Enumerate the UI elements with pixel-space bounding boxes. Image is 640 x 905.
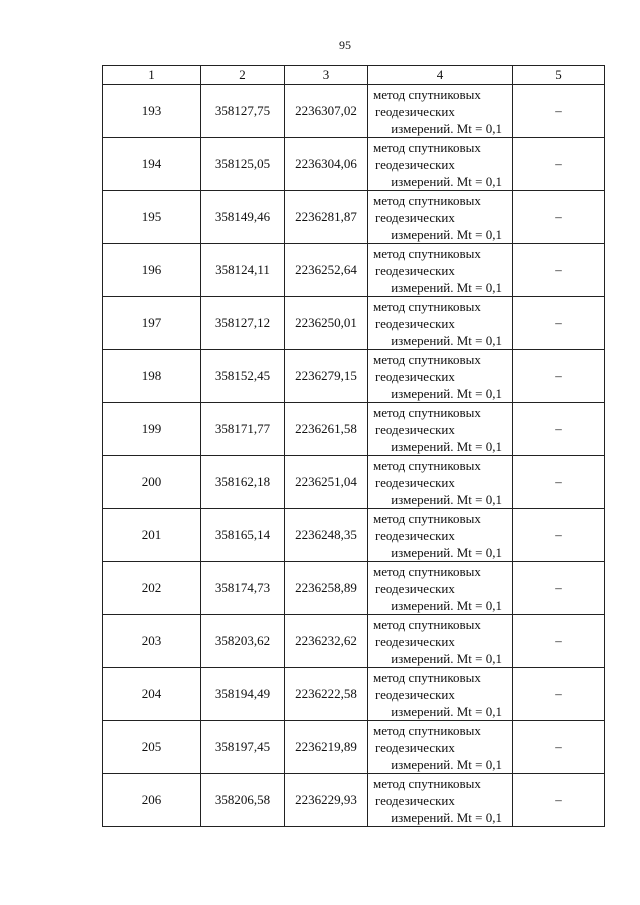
method-cell (368, 509, 513, 562)
method-line-1: метод спутниковых (373, 139, 481, 155)
table-row (103, 350, 605, 403)
x-coordinate-cell: 358124,11 (201, 244, 285, 297)
method-cell (368, 244, 513, 297)
point-number-cell: 203 (103, 615, 201, 668)
point-number-cell: 205 (103, 721, 201, 774)
point-number-cell: 194 (103, 138, 201, 191)
method-line-1: метод спутниковых (373, 775, 481, 791)
method-line-3: измерений. Mt = 0,1 (391, 597, 502, 613)
method-line-3: измерений. Mt = 0,1 (391, 279, 502, 295)
method-cell (368, 403, 513, 456)
y-coordinate-cell: 2236307,02 (285, 85, 368, 138)
y-coordinate-cell: 2236304,06 (285, 138, 368, 191)
method-line-2: геодезических (375, 209, 455, 225)
table-row (103, 244, 605, 297)
value-cell (513, 456, 605, 509)
dash-mark: – (555, 686, 562, 701)
method-cell (368, 668, 513, 721)
dash-mark: – (555, 792, 562, 807)
table-row (103, 668, 605, 721)
value-cell (513, 509, 605, 562)
table-row (103, 297, 605, 350)
table-row (103, 509, 605, 562)
table-row (103, 721, 605, 774)
method-cell (368, 297, 513, 350)
method-line-1: метод спутниковых (373, 351, 481, 367)
method-cell (368, 456, 513, 509)
value-cell (513, 85, 605, 138)
value-cell (513, 403, 605, 456)
method-line-3: измерений. Mt = 0,1 (391, 120, 502, 136)
table-body (103, 85, 605, 827)
method-cell (368, 85, 513, 138)
method-line-2: геодезических (375, 633, 455, 649)
point-number-cell: 204 (103, 668, 201, 721)
header-row (103, 66, 605, 85)
method-line-3: измерений. Mt = 0,1 (391, 809, 502, 825)
point-number-cell: 197 (103, 297, 201, 350)
dash-mark: – (555, 315, 562, 330)
dash-mark: – (555, 368, 562, 383)
dash-mark: – (555, 633, 562, 648)
y-coordinate-cell: 2236258,89 (285, 562, 368, 615)
point-number-cell: 195 (103, 191, 201, 244)
table-row (103, 615, 605, 668)
y-coordinate-cell: 2236248,35 (285, 509, 368, 562)
x-coordinate-cell: 358203,62 (201, 615, 285, 668)
x-coordinate-cell: 358125,05 (201, 138, 285, 191)
x-coordinate-cell: 358206,58 (201, 774, 285, 827)
table-row (103, 774, 605, 827)
y-coordinate-cell: 2236250,01 (285, 297, 368, 350)
method-line-1: метод спутниковых (373, 722, 481, 738)
method-cell (368, 138, 513, 191)
method-line-3: измерений. Mt = 0,1 (391, 650, 502, 666)
method-line-3: измерений. Mt = 0,1 (391, 703, 502, 719)
header-col-1: 1 (103, 66, 201, 85)
point-number-cell: 193 (103, 85, 201, 138)
y-coordinate-cell: 2236281,87 (285, 191, 368, 244)
method-line-3: измерений. Mt = 0,1 (391, 544, 502, 560)
x-coordinate-cell: 358194,49 (201, 668, 285, 721)
y-coordinate-cell: 2236222,58 (285, 668, 368, 721)
method-line-3: измерений. Mt = 0,1 (391, 756, 502, 772)
method-line-2: геодезических (375, 474, 455, 490)
page-number: 95 (339, 38, 351, 52)
value-cell (513, 297, 605, 350)
table-row (103, 403, 605, 456)
header-col-3: 3 (285, 66, 368, 85)
x-coordinate-cell: 358152,45 (201, 350, 285, 403)
method-line-2: геодезических (375, 686, 455, 702)
dash-mark: – (555, 739, 562, 754)
method-line-2: геодезических (375, 368, 455, 384)
method-line-1: метод спутниковых (373, 563, 481, 579)
method-line-1: метод спутниковых (373, 457, 481, 473)
header-col-5: 5 (513, 66, 605, 85)
method-line-2: геодезических (375, 739, 455, 755)
method-cell (368, 562, 513, 615)
dash-mark: – (555, 262, 562, 277)
point-number-cell: 202 (103, 562, 201, 615)
x-coordinate-cell: 358127,12 (201, 297, 285, 350)
method-line-2: геодезических (375, 262, 455, 278)
method-line-2: геодезических (375, 156, 455, 172)
method-line-3: измерений. Mt = 0,1 (391, 332, 502, 348)
point-number-cell: 199 (103, 403, 201, 456)
dash-mark: – (555, 209, 562, 224)
dash-mark: – (555, 474, 562, 489)
y-coordinate-cell: 2236251,04 (285, 456, 368, 509)
point-number-cell: 206 (103, 774, 201, 827)
method-line-1: метод спутниковых (373, 192, 481, 208)
table-row (103, 138, 605, 191)
table-header (103, 66, 605, 85)
dash-mark: – (555, 580, 562, 595)
method-line-3: измерений. Mt = 0,1 (391, 173, 502, 189)
value-cell (513, 244, 605, 297)
table-row (103, 85, 605, 138)
header-col-4: 4 (368, 66, 513, 85)
method-line-1: метод спутниковых (373, 404, 481, 420)
point-number-cell: 198 (103, 350, 201, 403)
table-row (103, 191, 605, 244)
method-line-2: геодезических (375, 527, 455, 543)
method-line-1: метод спутниковых (373, 245, 481, 261)
point-number-cell: 201 (103, 509, 201, 562)
y-coordinate-cell: 2236261,58 (285, 403, 368, 456)
method-line-1: метод спутниковых (373, 616, 481, 632)
x-coordinate-cell: 358162,18 (201, 456, 285, 509)
value-cell (513, 350, 605, 403)
method-line-1: метод спутниковых (373, 86, 481, 102)
method-line-3: измерений. Mt = 0,1 (391, 385, 502, 401)
y-coordinate-cell: 2236219,89 (285, 721, 368, 774)
value-cell (513, 774, 605, 827)
method-line-1: метод спутниковых (373, 298, 481, 314)
method-line-3: измерений. Mt = 0,1 (391, 226, 502, 242)
y-coordinate-cell: 2236229,93 (285, 774, 368, 827)
x-coordinate-cell: 358174,73 (201, 562, 285, 615)
table-row (103, 456, 605, 509)
method-line-2: геодезических (375, 421, 455, 437)
value-cell (513, 668, 605, 721)
method-line-3: измерений. Mt = 0,1 (391, 438, 502, 454)
x-coordinate-cell: 358127,75 (201, 85, 285, 138)
point-number-cell: 200 (103, 456, 201, 509)
header-col-2: 2 (201, 66, 285, 85)
method-line-2: геодезических (375, 315, 455, 331)
dash-mark: – (555, 103, 562, 118)
method-line-1: метод спутниковых (373, 510, 481, 526)
method-line-3: измерений. Mt = 0,1 (391, 491, 502, 507)
x-coordinate-cell: 358171,77 (201, 403, 285, 456)
table-row (103, 562, 605, 615)
y-coordinate-cell: 2236279,15 (285, 350, 368, 403)
value-cell (513, 721, 605, 774)
coordinates-table (102, 65, 605, 827)
dash-mark: – (555, 156, 562, 171)
method-line-1: метод спутниковых (373, 669, 481, 685)
dash-mark: – (555, 527, 562, 542)
method-cell (368, 721, 513, 774)
method-line-2: геодезических (375, 580, 455, 596)
method-cell (368, 615, 513, 668)
x-coordinate-cell: 358149,46 (201, 191, 285, 244)
dash-mark: – (555, 421, 562, 436)
x-coordinate-cell: 358165,14 (201, 509, 285, 562)
method-cell (368, 774, 513, 827)
method-cell (368, 191, 513, 244)
value-cell (513, 562, 605, 615)
value-cell (513, 615, 605, 668)
y-coordinate-cell: 2236232,62 (285, 615, 368, 668)
value-cell (513, 138, 605, 191)
x-coordinate-cell: 358197,45 (201, 721, 285, 774)
point-number-cell: 196 (103, 244, 201, 297)
method-line-2: геодезических (375, 103, 455, 119)
value-cell (513, 191, 605, 244)
method-line-2: геодезических (375, 792, 455, 808)
y-coordinate-cell: 2236252,64 (285, 244, 368, 297)
method-cell (368, 350, 513, 403)
